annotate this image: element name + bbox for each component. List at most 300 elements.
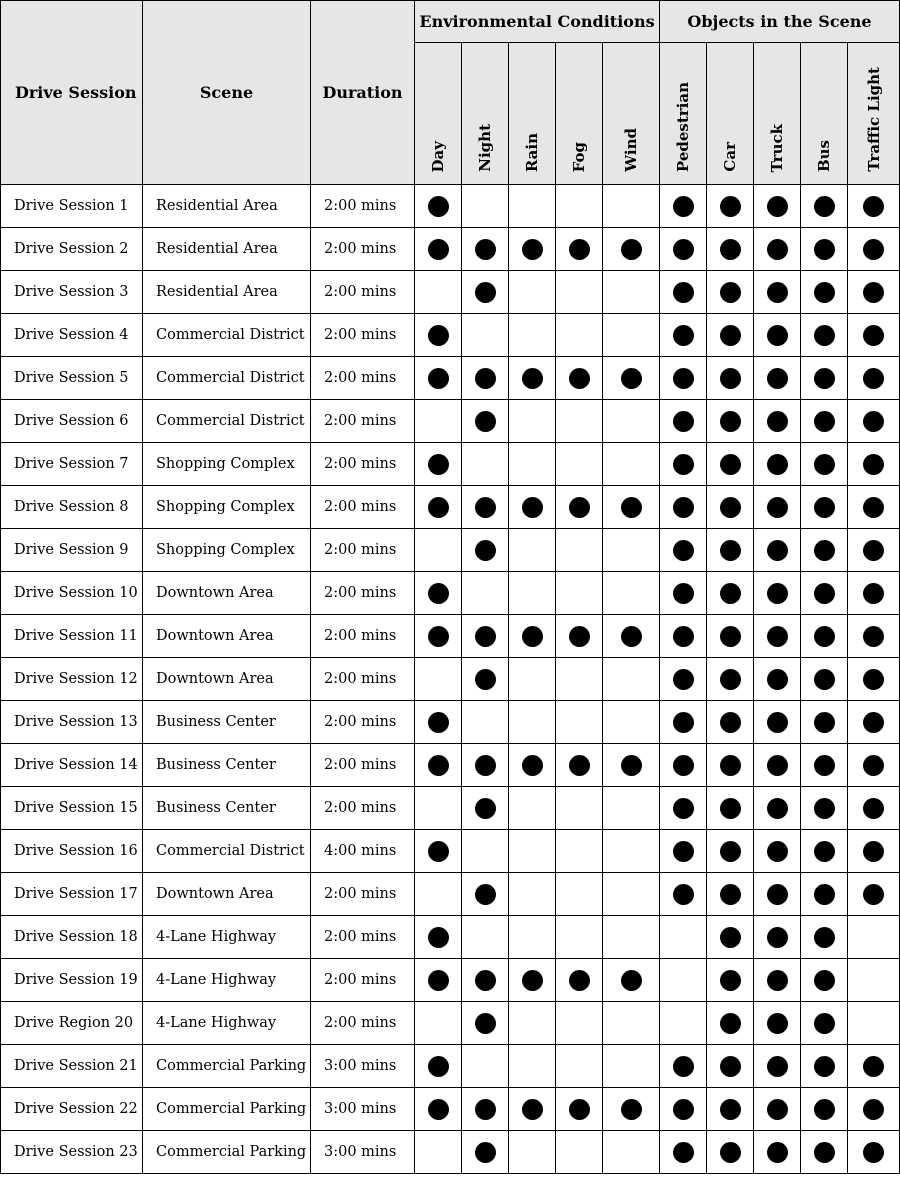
- table-row: [1, 615, 900, 658]
- cell-duration: 2:00 mins: [311, 271, 415, 314]
- cell-bus: [801, 873, 848, 916]
- cell-rain: [509, 744, 556, 787]
- cell-truck: [754, 185, 801, 228]
- cell-rain: [509, 959, 556, 1002]
- cell-pedestrian: [660, 615, 707, 658]
- filled-circle-icon: [767, 1013, 788, 1034]
- header-truck: Truck: [754, 43, 801, 185]
- cell-rain: [509, 701, 556, 744]
- cell-rain: [509, 529, 556, 572]
- filled-circle-icon: [475, 1142, 496, 1163]
- cell-duration: 2:00 mins: [311, 658, 415, 701]
- cell-bus: [801, 529, 848, 572]
- cell-session: Drive Session 18: [1, 916, 143, 959]
- cell-rain: [509, 228, 556, 271]
- table-row: [1, 314, 900, 357]
- cell-wind: [603, 228, 660, 271]
- cell-duration: 2:00 mins: [311, 701, 415, 744]
- cell-traffic-light: [848, 787, 900, 830]
- cell-fog: [556, 529, 603, 572]
- cell-pedestrian: [660, 916, 707, 959]
- header-traffic-light: Traffic Light: [848, 43, 900, 185]
- filled-circle-icon: [720, 669, 741, 690]
- filled-circle-icon: [673, 325, 694, 346]
- filled-circle-icon: [475, 626, 496, 647]
- table-row: [1, 228, 900, 271]
- cell-night: [462, 916, 509, 959]
- filled-circle-icon: [522, 239, 543, 260]
- cell-duration: 2:00 mins: [311, 1002, 415, 1045]
- filled-circle-icon: [673, 583, 694, 604]
- cell-traffic-light: [848, 959, 900, 1002]
- cell-wind: [603, 615, 660, 658]
- cell-truck: [754, 830, 801, 873]
- cell-bus: [801, 615, 848, 658]
- cell-pedestrian: [660, 271, 707, 314]
- filled-circle-icon: [767, 282, 788, 303]
- cell-pedestrian: [660, 400, 707, 443]
- cell-wind: [603, 271, 660, 314]
- cell-session: Drive Session 1: [1, 185, 143, 228]
- cell-pedestrian: [660, 830, 707, 873]
- filled-circle-icon: [767, 626, 788, 647]
- cell-scene: Shopping Complex: [143, 529, 311, 572]
- filled-circle-icon: [767, 1099, 788, 1120]
- filled-circle-icon: [863, 1056, 884, 1077]
- filled-circle-icon: [814, 669, 835, 690]
- cell-fog: [556, 228, 603, 271]
- cell-duration: 2:00 mins: [311, 314, 415, 357]
- filled-circle-icon: [673, 282, 694, 303]
- cell-car: [707, 701, 754, 744]
- header-scene: Scene: [143, 1, 311, 185]
- cell-bus: [801, 572, 848, 615]
- header-wind: Wind: [603, 43, 660, 185]
- cell-pedestrian: [660, 1045, 707, 1088]
- cell-fog: [556, 314, 603, 357]
- filled-circle-icon: [475, 884, 496, 905]
- cell-traffic-light: [848, 400, 900, 443]
- filled-circle-icon: [475, 798, 496, 819]
- cell-fog: [556, 443, 603, 486]
- cell-car: [707, 1131, 754, 1174]
- cell-traffic-light: [848, 314, 900, 357]
- cell-pedestrian: [660, 744, 707, 787]
- filled-circle-icon: [767, 1142, 788, 1163]
- cell-bus: [801, 443, 848, 486]
- filled-circle-icon: [428, 325, 449, 346]
- cell-pedestrian: [660, 1088, 707, 1131]
- cell-night: [462, 529, 509, 572]
- filled-circle-icon: [428, 970, 449, 991]
- cell-traffic-light: [848, 830, 900, 873]
- filled-circle-icon: [621, 755, 642, 776]
- table-row: [1, 400, 900, 443]
- cell-night: [462, 1045, 509, 1088]
- cell-traffic-light: [848, 658, 900, 701]
- filled-circle-icon: [767, 1056, 788, 1077]
- cell-scene: 4-Lane Highway: [143, 916, 311, 959]
- cell-bus: [801, 228, 848, 271]
- cell-wind: [603, 830, 660, 873]
- filled-circle-icon: [814, 1013, 835, 1034]
- table-row: [1, 185, 900, 228]
- filled-circle-icon: [814, 454, 835, 475]
- cell-night: [462, 228, 509, 271]
- filled-circle-icon: [767, 411, 788, 432]
- filled-circle-icon: [814, 325, 835, 346]
- cell-fog: [556, 744, 603, 787]
- header-bus: Bus: [801, 43, 848, 185]
- cell-truck: [754, 615, 801, 658]
- filled-circle-icon: [673, 540, 694, 561]
- filled-circle-icon: [767, 497, 788, 518]
- cell-night: [462, 572, 509, 615]
- cell-night: [462, 357, 509, 400]
- filled-circle-icon: [673, 626, 694, 647]
- cell-session: Drive Session 21: [1, 1045, 143, 1088]
- cell-truck: [754, 1045, 801, 1088]
- cell-night: [462, 959, 509, 1002]
- table-row: [1, 744, 900, 787]
- cell-day: [415, 1088, 462, 1131]
- cell-traffic-light: [848, 271, 900, 314]
- filled-circle-icon: [673, 841, 694, 862]
- cell-fog: [556, 787, 603, 830]
- cell-session: Drive Session 4: [1, 314, 143, 357]
- cell-fog: [556, 1131, 603, 1174]
- filled-circle-icon: [814, 798, 835, 819]
- cell-duration: 3:00 mins: [311, 1088, 415, 1131]
- filled-circle-icon: [863, 282, 884, 303]
- cell-fog: [556, 959, 603, 1002]
- table-body: [1, 185, 900, 1174]
- filled-circle-icon: [767, 970, 788, 991]
- header-drive-session: Drive Session: [1, 1, 143, 185]
- cell-day: [415, 916, 462, 959]
- cell-truck: [754, 271, 801, 314]
- filled-circle-icon: [475, 368, 496, 389]
- cell-bus: [801, 830, 848, 873]
- filled-circle-icon: [428, 368, 449, 389]
- cell-traffic-light: [848, 185, 900, 228]
- cell-night: [462, 1002, 509, 1045]
- cell-session: Drive Session 6: [1, 400, 143, 443]
- table-row: [1, 787, 900, 830]
- table-header: [1, 1, 900, 185]
- cell-duration: 2:00 mins: [311, 529, 415, 572]
- header-pedestrian: Pedestrian: [660, 43, 707, 185]
- cell-wind: [603, 1002, 660, 1045]
- filled-circle-icon: [720, 497, 741, 518]
- cell-car: [707, 658, 754, 701]
- cell-car: [707, 572, 754, 615]
- cell-fog: [556, 1088, 603, 1131]
- cell-truck: [754, 959, 801, 1002]
- cell-duration: 2:00 mins: [311, 615, 415, 658]
- cell-rain: [509, 400, 556, 443]
- cell-scene: Residential Area: [143, 271, 311, 314]
- filled-circle-icon: [720, 368, 741, 389]
- cell-fog: [556, 873, 603, 916]
- filled-circle-icon: [814, 1056, 835, 1077]
- table-row: [1, 701, 900, 744]
- cell-truck: [754, 701, 801, 744]
- cell-wind: [603, 357, 660, 400]
- cell-traffic-light: [848, 486, 900, 529]
- cell-truck: [754, 400, 801, 443]
- filled-circle-icon: [673, 669, 694, 690]
- cell-fog: [556, 916, 603, 959]
- cell-traffic-light: [848, 873, 900, 916]
- cell-night: [462, 787, 509, 830]
- filled-circle-icon: [428, 927, 449, 948]
- filled-circle-icon: [720, 798, 741, 819]
- cell-car: [707, 228, 754, 271]
- cell-bus: [801, 916, 848, 959]
- cell-traffic-light: [848, 357, 900, 400]
- filled-circle-icon: [720, 454, 741, 475]
- header-fog: Fog: [556, 43, 603, 185]
- cell-night: [462, 1131, 509, 1174]
- cell-traffic-light: [848, 701, 900, 744]
- cell-rain: [509, 1002, 556, 1045]
- filled-circle-icon: [428, 1099, 449, 1120]
- filled-circle-icon: [720, 841, 741, 862]
- cell-wind: [603, 916, 660, 959]
- filled-circle-icon: [475, 239, 496, 260]
- cell-scene: Commercial District: [143, 357, 311, 400]
- cell-rain: [509, 873, 556, 916]
- cell-night: [462, 443, 509, 486]
- filled-circle-icon: [720, 411, 741, 432]
- cell-truck: [754, 1088, 801, 1131]
- filled-circle-icon: [814, 1099, 835, 1120]
- cell-day: [415, 787, 462, 830]
- cell-fog: [556, 1002, 603, 1045]
- cell-fog: [556, 271, 603, 314]
- cell-duration: 2:00 mins: [311, 185, 415, 228]
- cell-truck: [754, 873, 801, 916]
- filled-circle-icon: [863, 239, 884, 260]
- cell-fog: [556, 400, 603, 443]
- filled-circle-icon: [720, 927, 741, 948]
- cell-rain: [509, 443, 556, 486]
- filled-circle-icon: [814, 970, 835, 991]
- table-row: [1, 830, 900, 873]
- cell-duration: 3:00 mins: [311, 1045, 415, 1088]
- cell-fog: [556, 701, 603, 744]
- cell-scene: Downtown Area: [143, 572, 311, 615]
- cell-rain: [509, 486, 556, 529]
- cell-truck: [754, 572, 801, 615]
- cell-car: [707, 873, 754, 916]
- filled-circle-icon: [720, 712, 741, 733]
- filled-circle-icon: [767, 239, 788, 260]
- filled-circle-icon: [720, 196, 741, 217]
- cell-bus: [801, 271, 848, 314]
- filled-circle-icon: [428, 712, 449, 733]
- filled-circle-icon: [863, 841, 884, 862]
- cell-night: [462, 486, 509, 529]
- filled-circle-icon: [814, 196, 835, 217]
- filled-circle-icon: [814, 368, 835, 389]
- cell-duration: 2:00 mins: [311, 228, 415, 271]
- filled-circle-icon: [814, 497, 835, 518]
- filled-circle-icon: [863, 325, 884, 346]
- cell-car: [707, 185, 754, 228]
- header-duration: Duration: [311, 1, 415, 185]
- header-car: Car: [707, 43, 754, 185]
- filled-circle-icon: [569, 970, 590, 991]
- cell-scene: Business Center: [143, 701, 311, 744]
- cell-car: [707, 314, 754, 357]
- cell-session: Drive Session 23: [1, 1131, 143, 1174]
- cell-session: Drive Session 9: [1, 529, 143, 572]
- cell-scene: Business Center: [143, 744, 311, 787]
- cell-rain: [509, 615, 556, 658]
- cell-day: [415, 572, 462, 615]
- filled-circle-icon: [569, 755, 590, 776]
- cell-rain: [509, 916, 556, 959]
- cell-night: [462, 1088, 509, 1131]
- filled-circle-icon: [863, 755, 884, 776]
- cell-car: [707, 830, 754, 873]
- filled-circle-icon: [814, 411, 835, 432]
- filled-circle-icon: [814, 540, 835, 561]
- filled-circle-icon: [621, 626, 642, 647]
- cell-truck: [754, 658, 801, 701]
- filled-circle-icon: [814, 583, 835, 604]
- filled-circle-icon: [673, 196, 694, 217]
- cell-wind: [603, 1131, 660, 1174]
- cell-scene: Residential Area: [143, 228, 311, 271]
- cell-bus: [801, 787, 848, 830]
- cell-session: Drive Session 7: [1, 443, 143, 486]
- cell-pedestrian: [660, 701, 707, 744]
- cell-traffic-light: [848, 916, 900, 959]
- filled-circle-icon: [720, 282, 741, 303]
- filled-circle-icon: [767, 927, 788, 948]
- table-row: [1, 572, 900, 615]
- cell-car: [707, 787, 754, 830]
- cell-car: [707, 443, 754, 486]
- cell-truck: [754, 1002, 801, 1045]
- cell-pedestrian: [660, 228, 707, 271]
- cell-car: [707, 744, 754, 787]
- table-row: [1, 443, 900, 486]
- cell-car: [707, 916, 754, 959]
- cell-bus: [801, 400, 848, 443]
- filled-circle-icon: [767, 755, 788, 776]
- cell-pedestrian: [660, 357, 707, 400]
- cell-day: [415, 271, 462, 314]
- cell-pedestrian: [660, 572, 707, 615]
- cell-wind: [603, 486, 660, 529]
- cell-wind: [603, 658, 660, 701]
- filled-circle-icon: [767, 841, 788, 862]
- cell-session: Drive Session 14: [1, 744, 143, 787]
- cell-truck: [754, 357, 801, 400]
- cell-bus: [801, 959, 848, 1002]
- filled-circle-icon: [863, 583, 884, 604]
- filled-circle-icon: [621, 970, 642, 991]
- filled-circle-icon: [767, 325, 788, 346]
- filled-circle-icon: [428, 454, 449, 475]
- filled-circle-icon: [863, 1142, 884, 1163]
- filled-circle-icon: [428, 239, 449, 260]
- cell-traffic-light: [848, 529, 900, 572]
- filled-circle-icon: [475, 497, 496, 518]
- filled-circle-icon: [673, 755, 694, 776]
- cell-car: [707, 615, 754, 658]
- filled-circle-icon: [863, 798, 884, 819]
- filled-circle-icon: [767, 583, 788, 604]
- filled-circle-icon: [673, 798, 694, 819]
- filled-circle-icon: [863, 626, 884, 647]
- table-row: [1, 357, 900, 400]
- filled-circle-icon: [720, 626, 741, 647]
- cell-scene: Commercial Parking: [143, 1131, 311, 1174]
- filled-circle-icon: [673, 1099, 694, 1120]
- cell-bus: [801, 1002, 848, 1045]
- filled-circle-icon: [673, 1056, 694, 1077]
- filled-circle-icon: [767, 368, 788, 389]
- filled-circle-icon: [569, 368, 590, 389]
- cell-rain: [509, 658, 556, 701]
- cell-car: [707, 1088, 754, 1131]
- cell-rain: [509, 830, 556, 873]
- header-environmental-conditions: Environmental Conditions: [415, 1, 660, 43]
- cell-scene: Shopping Complex: [143, 443, 311, 486]
- filled-circle-icon: [475, 1013, 496, 1034]
- filled-circle-icon: [720, 884, 741, 905]
- cell-day: [415, 701, 462, 744]
- filled-circle-icon: [475, 540, 496, 561]
- cell-session: Drive Session 11: [1, 615, 143, 658]
- cell-scene: Commercial Parking: [143, 1088, 311, 1131]
- filled-circle-icon: [863, 540, 884, 561]
- cell-traffic-light: [848, 228, 900, 271]
- cell-day: [415, 959, 462, 1002]
- cell-scene: Shopping Complex: [143, 486, 311, 529]
- table-row: [1, 529, 900, 572]
- cell-fog: [556, 658, 603, 701]
- cell-day: [415, 228, 462, 271]
- cell-session: Drive Session 8: [1, 486, 143, 529]
- cell-traffic-light: [848, 1088, 900, 1131]
- cell-car: [707, 1045, 754, 1088]
- cell-rain: [509, 787, 556, 830]
- filled-circle-icon: [767, 669, 788, 690]
- filled-circle-icon: [863, 196, 884, 217]
- filled-circle-icon: [720, 1099, 741, 1120]
- cell-duration: 2:00 mins: [311, 486, 415, 529]
- filled-circle-icon: [475, 669, 496, 690]
- cell-scene: 4-Lane Highway: [143, 1002, 311, 1045]
- cell-wind: [603, 529, 660, 572]
- cell-day: [415, 486, 462, 529]
- cell-truck: [754, 228, 801, 271]
- filled-circle-icon: [814, 1142, 835, 1163]
- cell-rain: [509, 572, 556, 615]
- filled-circle-icon: [522, 626, 543, 647]
- filled-circle-icon: [522, 970, 543, 991]
- filled-circle-icon: [720, 1013, 741, 1034]
- filled-circle-icon: [428, 755, 449, 776]
- filled-circle-icon: [522, 1099, 543, 1120]
- filled-circle-icon: [621, 497, 642, 518]
